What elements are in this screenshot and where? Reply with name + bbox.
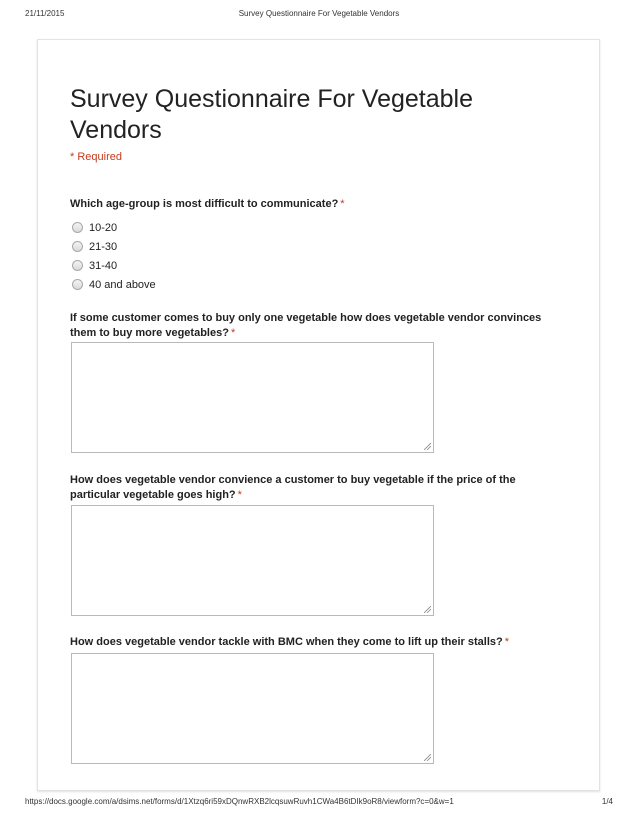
radio-button[interactable]	[72, 241, 83, 252]
question-text: If some customer comes to buy only one vegetable how does vegetable vendor convinces them to buy more vegetables?	[70, 312, 542, 339]
question-title	[70, 473, 560, 503]
radio-option[interactable]	[72, 237, 156, 256]
radio-option[interactable]	[72, 256, 156, 275]
answer-textarea[interactable]	[71, 653, 434, 764]
required-marker: *	[504, 636, 510, 648]
question-title	[70, 197, 560, 212]
print-url: https://docs.google.com/a/dsims.net/forms/d/1Xtzq6ri59xDQnwRXB2lcqsuwRuvh1CWa4B6tDIk9oR8/viewform?c=0&w=1	[25, 797, 454, 806]
required-note: * Required	[70, 151, 122, 163]
question-title	[70, 635, 560, 650]
required-marker: *	[340, 198, 345, 210]
radio-label: 40 and above	[89, 278, 156, 291]
question-text: How does vegetable vendor tackle with BMC when they come to lift up their stalls?	[70, 636, 503, 648]
print-page-number: 1/4	[601, 797, 613, 806]
radio-group	[72, 218, 156, 294]
radio-button[interactable]	[72, 260, 83, 271]
radio-label: 21-30	[89, 240, 118, 253]
question-text: How does vegetable vendor convience a customer to buy vegetable if the price of the particular vegetable goes high?	[70, 474, 516, 501]
print-header	[0, 9, 638, 21]
radio-option[interactable]	[72, 218, 156, 237]
answer-textarea[interactable]	[71, 505, 434, 616]
resize-grip-icon[interactable]	[424, 443, 431, 450]
required-marker: *	[237, 489, 242, 501]
resize-grip-icon[interactable]	[424, 606, 431, 613]
print-doc-title: Survey Questionnaire For Vegetable Vendors	[238, 9, 400, 18]
question-title	[70, 311, 560, 341]
radio-option[interactable]	[72, 275, 156, 294]
radio-label: 31-40	[89, 259, 118, 272]
radio-button[interactable]	[72, 222, 83, 233]
radio-label: 10-20	[89, 221, 118, 234]
question-text: Which age-group is most difficult to communicate?	[70, 198, 339, 210]
print-date: 21/11/2015	[25, 9, 65, 18]
radio-button[interactable]	[72, 279, 83, 290]
print-footer	[0, 797, 638, 809]
form-title: Survey Questionnaire For Vegetable Vendors	[70, 85, 474, 144]
answer-textarea[interactable]	[71, 342, 434, 453]
resize-grip-icon[interactable]	[424, 754, 431, 761]
required-marker: *	[230, 327, 236, 339]
